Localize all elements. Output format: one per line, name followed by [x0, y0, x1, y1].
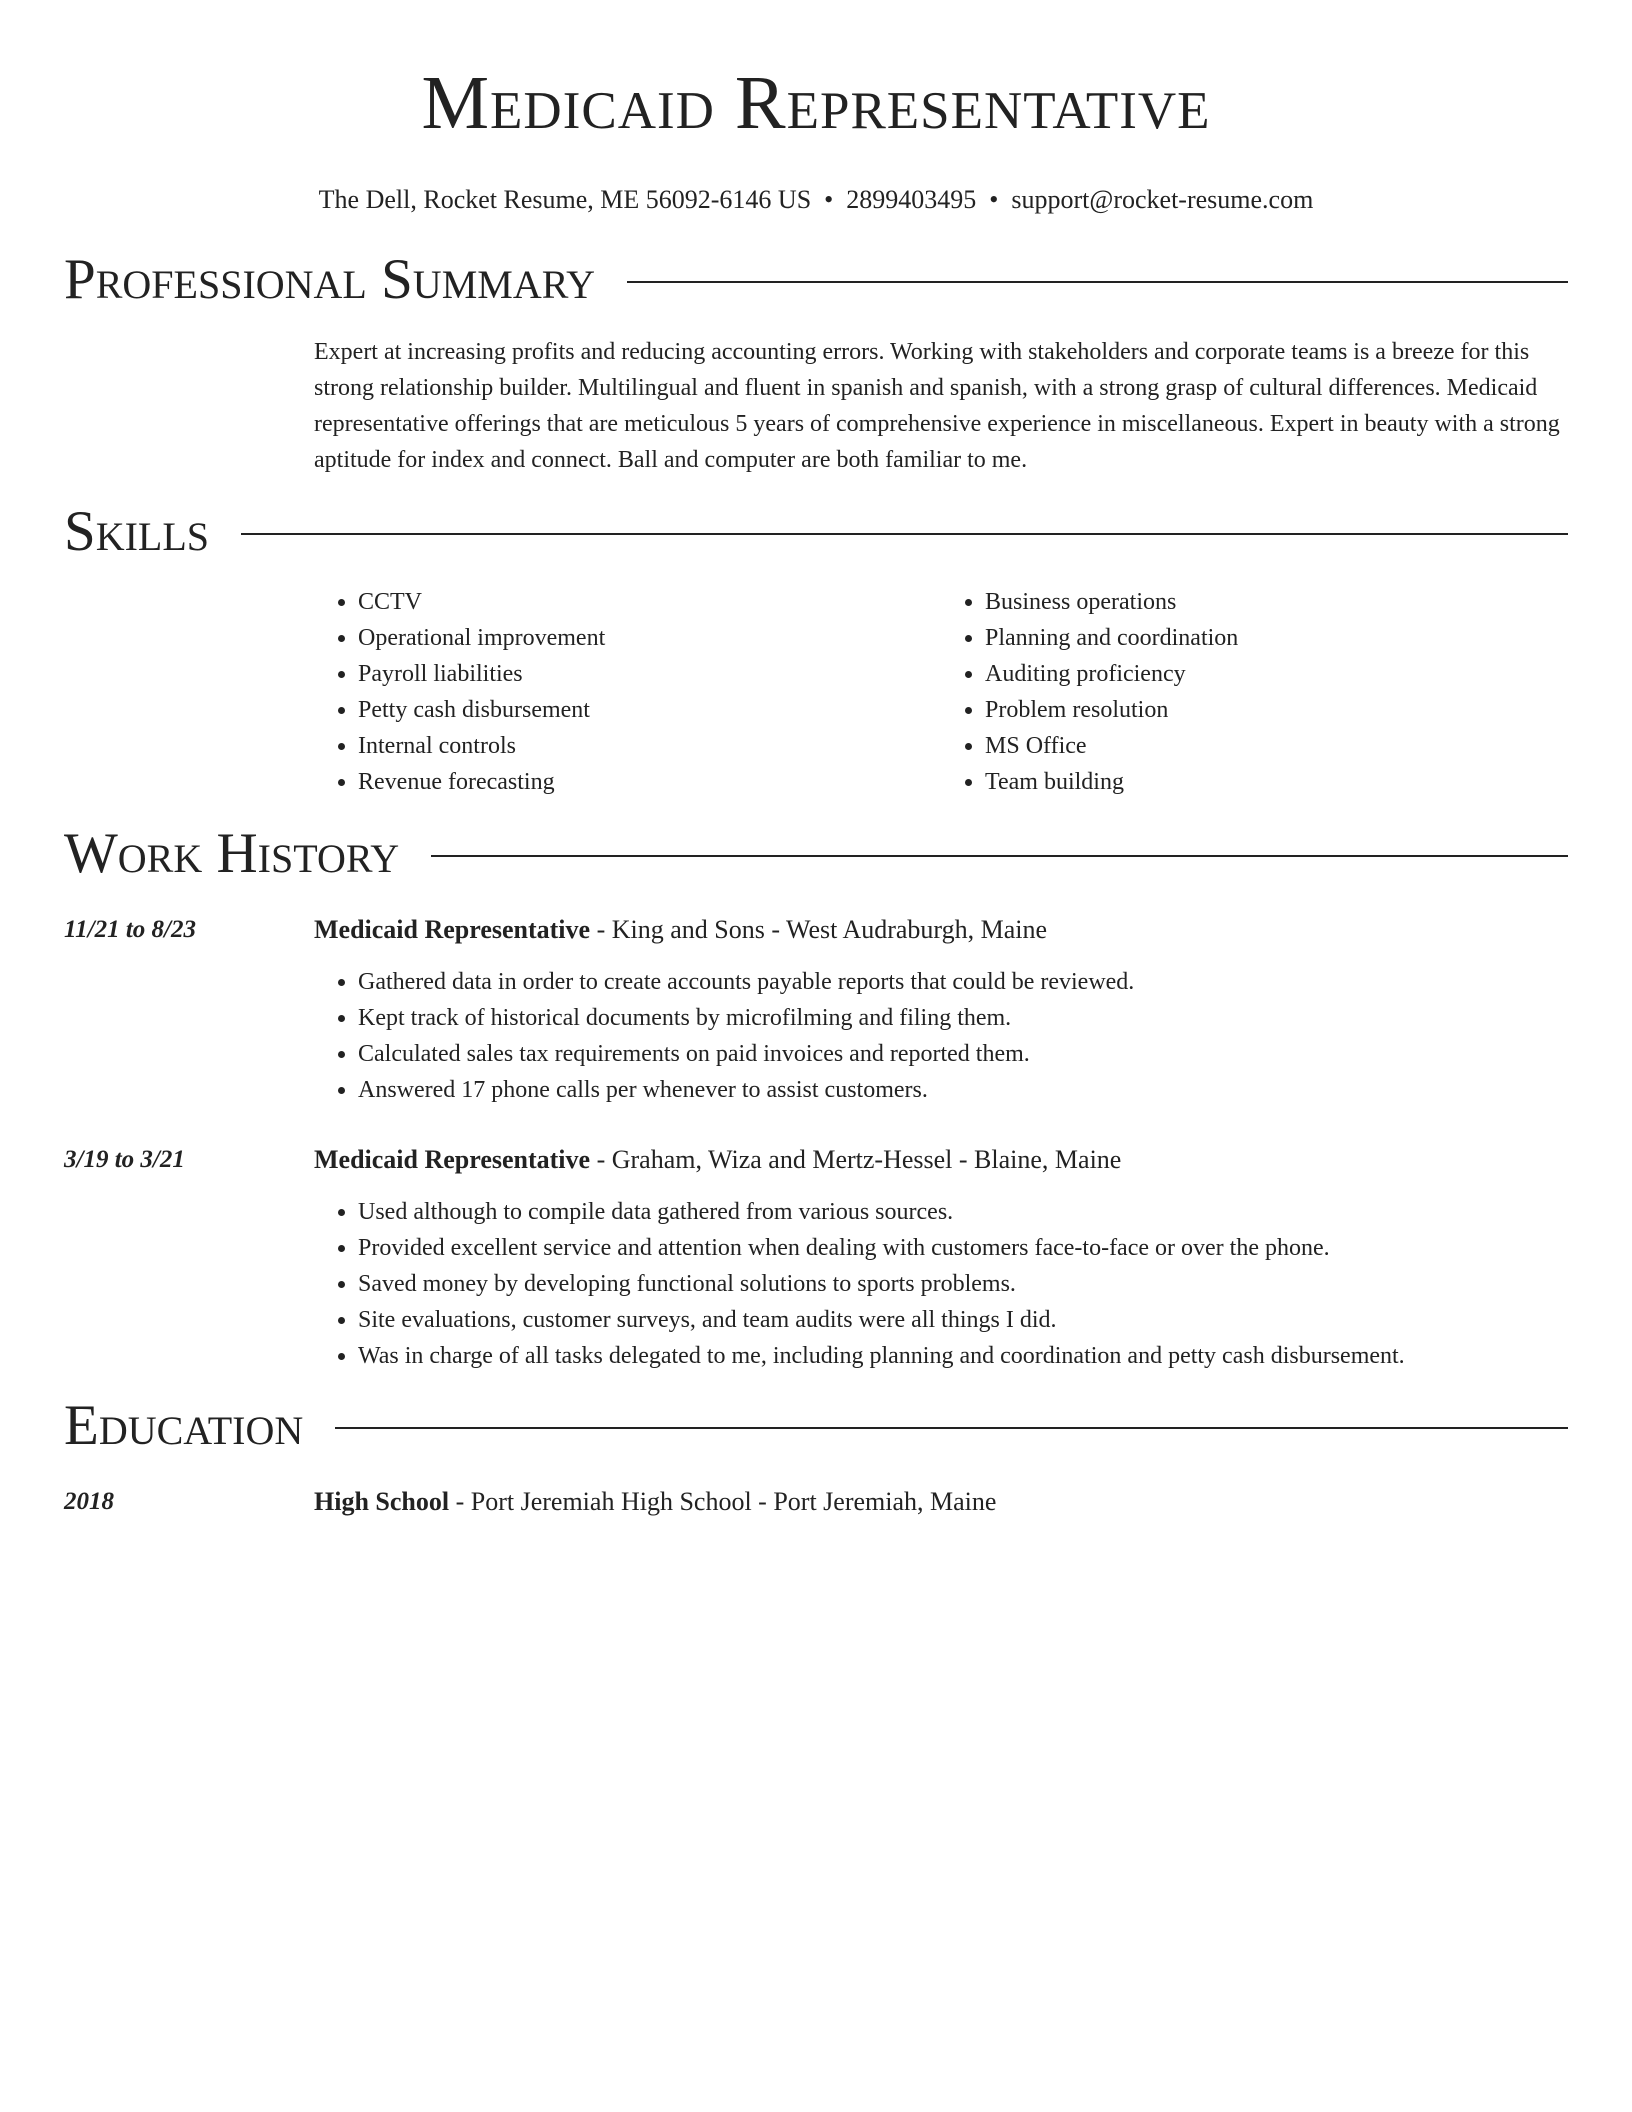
job-bullet: • Was in charge of all tasks delegated to me, including planning and coordination and petty cash disbursement.	[358, 1338, 1568, 1374]
job-bullets	[314, 1194, 1568, 1374]
job-bullet: • Answered 17 phone calls per whenever to assist customers.	[358, 1072, 1568, 1108]
work-section-header	[64, 822, 1568, 886]
job-entry	[314, 1142, 1568, 1374]
job-entry	[314, 912, 1568, 1108]
job-bullet: • Used although to compile data gathered from various sources.	[358, 1194, 1568, 1230]
education-degree: High School	[314, 1487, 450, 1516]
contact-address: The Dell, Rocket Resume, ME 56092-6146 US	[318, 185, 812, 214]
job-bullet: • Provided excellent service and attention when dealing with customers face-to-face or over the phone.	[358, 1230, 1568, 1266]
skill-item: • Team building	[985, 764, 1568, 800]
skills-block	[314, 584, 1568, 800]
section-divider	[335, 1427, 1568, 1429]
education-year: 2018	[64, 1488, 114, 1515]
contact-separator: •	[824, 185, 834, 214]
contact-line	[64, 184, 1568, 216]
job-title: Medicaid Representative	[314, 915, 591, 944]
summary-section-header	[64, 248, 1568, 312]
education-section-header	[64, 1394, 1568, 1458]
education-school-location: - Port Jeremiah High School - Port Jeremiah, Maine	[449, 1487, 997, 1516]
job-title-line	[314, 1142, 1568, 1178]
job-dates: 11/21 to 8/23	[64, 916, 196, 943]
resume-page	[64, 0, 1568, 1516]
education-line	[314, 1484, 1568, 1520]
contact-separator: •	[989, 185, 999, 214]
skill-item: • CCTV	[358, 584, 941, 620]
skill-item: • Operational improvement	[358, 620, 941, 656]
section-divider	[627, 281, 1568, 283]
skill-item: • Planning and coordination	[985, 620, 1568, 656]
skill-item: • Revenue forecasting	[358, 764, 941, 800]
skill-item: • Problem resolution	[985, 692, 1568, 728]
summary-text: Expert at increasing profits and reducing accounting errors. Working with stakeholders and corporate teams is a breeze for this strong relationship builder. Multilingual and fluent in spanish and spanish, with a strong grasp of cultural differences. Medicaid representative offerings that are meticulous 5 years of comprehensive experience in miscellaneous. Expert in beauty with a strong aptitude for index and connect. Ball and computer are both familiar to me.	[314, 339, 1560, 473]
job-bullet: • Site evaluations, customer surveys, and team audits were all things I did.	[358, 1302, 1568, 1338]
skills-list-right	[941, 584, 1568, 800]
job-bullet: • Kept track of historical documents by microfilming and filing them.	[358, 1000, 1568, 1036]
education-heading: Education	[64, 1394, 304, 1457]
education-entry	[314, 1484, 1568, 1520]
skill-item: • Internal controls	[358, 728, 941, 764]
skills-section-header	[64, 500, 1568, 564]
section-divider	[431, 855, 1568, 857]
summary-block	[314, 334, 1568, 478]
skill-item: • Petty cash disbursement	[358, 692, 941, 728]
skill-item: • Business operations	[985, 584, 1568, 620]
job-dates: 3/19 to 3/21	[64, 1146, 185, 1173]
skills-list-left	[314, 584, 941, 800]
job-bullet: • Calculated sales tax requirements on paid invoices and reported them.	[358, 1036, 1568, 1072]
contact-email: support@rocket-resume.com	[1011, 185, 1314, 214]
skill-item: • Payroll liabilities	[358, 656, 941, 692]
summary-heading: Professional Summary	[64, 248, 596, 311]
job-bullet: • Saved money by developing functional solutions to sports problems.	[358, 1266, 1568, 1302]
section-divider	[241, 533, 1568, 535]
resume-name: Medicaid Representative	[421, 61, 1211, 145]
job-title-line	[314, 912, 1568, 948]
job-bullets	[314, 964, 1568, 1108]
work-heading: Work History	[64, 822, 400, 885]
job-company-location: - Graham, Wiza and Mertz-Hessel - Blaine, Maine	[590, 1145, 1122, 1174]
job-bullet: • Gathered data in order to create accounts payable reports that could be reviewed.	[358, 964, 1568, 1000]
skills-heading: Skills	[64, 500, 210, 563]
job-company-location: - King and Sons - West Audraburgh, Maine	[590, 915, 1048, 944]
contact-phone: 2899403495	[846, 185, 977, 214]
job-title: Medicaid Representative	[314, 1145, 591, 1174]
skill-item: • Auditing proficiency	[985, 656, 1568, 692]
skill-item: • MS Office	[985, 728, 1568, 764]
